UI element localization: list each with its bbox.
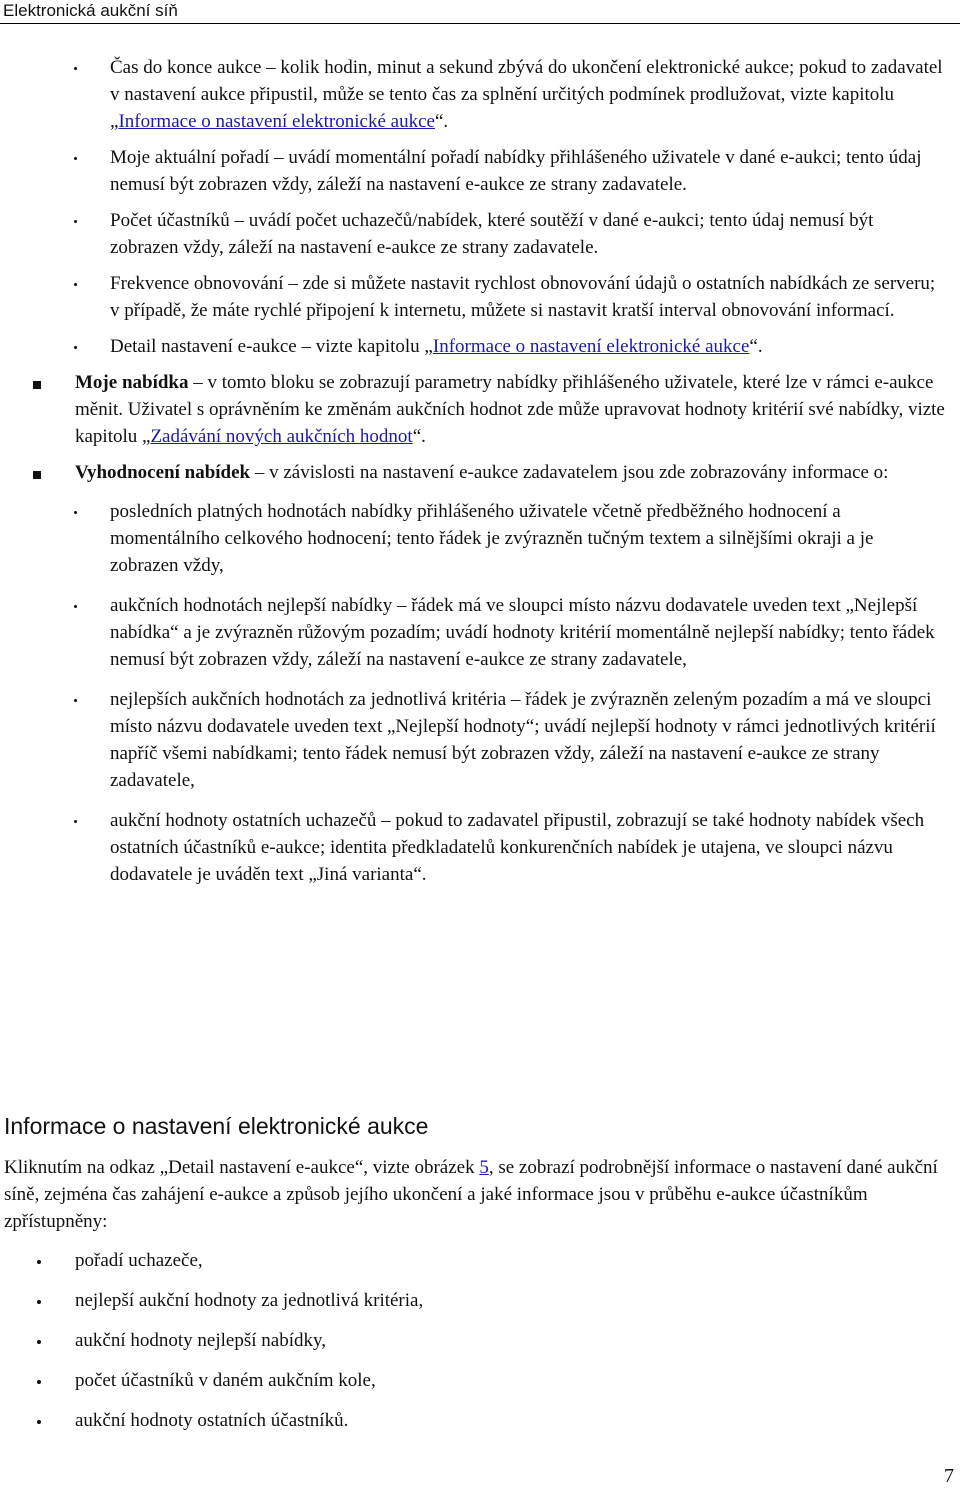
paragraph: Kliknutím na odkaz „Detail nastavení e-aukce“, vizte obrázek 5, se zobrazí podrobnější informace o nastavení dané aukční síně, zejména čas zahájení e-aukce a způsob jejího ukončení a jaké informace jsou v průběhu e-aukce účastníkům zpřístupněny: (4, 1157, 938, 1232)
list-item: Frekvence obnovování – zde si můžete nastavit rychlost obnovování údajů o ostatních nabídkách ze serveru; v případě, že máte rychlé připojení k internetu, můžete si nastavit kratší interval obnovování informací. (110, 270, 946, 324)
list-item: počet účastníků v daném aukčním kole, (75, 1367, 935, 1394)
page-number: 7 (944, 1465, 954, 1487)
main-content (0, 54, 960, 888)
list-item: aukční hodnoty nejlepší nabídky, (75, 1327, 935, 1354)
list-item: posledních platných hodnotách nabídky přihlášeného uživatele včetně předběžného hodnocení a momentálního celkového hodnocení; tento řádek je zvýrazněn tučným textem a silnějšími okraji a je zobrazen vždy, (110, 498, 946, 579)
section-vyhodnoceni: Vyhodnocení nabídek – v závislosti na nastavení e-aukce zadavatelem jsou zde zobrazovány informace o: (75, 459, 957, 486)
list-item: Čas do konce aukce – kolik hodin, minut a sekund zbývá do ukončení elektronické aukce; pokud to zadavatel v nastavení aukce připustil, může se tento čas za splnění určitých podmínek prodlužovat, vizte kapitolu „Informace o nastavení elektronické aukce“. (110, 54, 946, 135)
link-informace-nastaveni[interactable]: Informace o nastavení elektronické aukce (118, 111, 435, 132)
header-title: Elektronická aukční síň (3, 1, 178, 20)
running-header (0, 0, 960, 24)
link-zadavani-hodnot[interactable]: Zadávání nových aukčních hodnot (150, 426, 413, 447)
info-list (0, 1247, 960, 1447)
list-item: nejlepší aukční hodnoty za jednotlivá kritéria, (75, 1287, 935, 1314)
section-heading: Informace o nastavení elektronické aukce (4, 1113, 429, 1139)
list-item: nejlepších aukčních hodnotách za jednotlivá kritéria – řádek je zvýrazněn zeleným pozadím a má ve sloupci místo názvu dodavatele uveden text „Nejlepší hodnoty“; uvádí nejlepší hodnoty v rámci jednotlivých kritérií napříč všemi nabídkami; tento řádek nemusí být zobrazen vždy, záleží na nastavení e-aukce ze strany zadavatele, (110, 686, 946, 794)
list-item: aukční hodnoty ostatních uchazečů – pokud to zadavatel připustil, zobrazují se také hodnoty nabídek všech ostatních účastníků e-aukce; identita předkladatelů konkurenčních nabídek je utajena, ve sloupci názvu dodavatele je uváděn text „Jiná varianta“. (110, 807, 946, 888)
list-item: aukční hodnoty ostatních účastníků. (75, 1407, 935, 1434)
link-obrazek-5[interactable]: 5 (479, 1157, 489, 1178)
section-moje-nabidka: Moje nabídka – v tomto bloku se zobrazují parametry nabídky přihlášeného uživatele, které lze v rámci e-aukce měnit. Uživatel s oprávněním ke změnám aukčních hodnot zde může upravovat hodnoty kritérií své nabídky, vizte kapitolu „Zadávání nových aukčních hodnot“. (75, 369, 957, 450)
link-informace-nastaveni[interactable]: Informace o nastavení elektronické aukce (432, 336, 750, 357)
list-item: Moje aktuální pořadí – uvádí momentální pořadí nabídky přihlášeného uživatele v dané e-aukci; tento údaj nemusí být zobrazen vždy, záleží na nastavení e-aukce ze strany zadavatele. (110, 144, 946, 198)
list-item: pořadí uchazeče, (75, 1247, 935, 1274)
list-item: Detail nastavení e-aukce – vizte kapitolu „Informace o nastavení elektronické aukce“. (110, 333, 946, 360)
list-item: Počet účastníků – uvádí počet uchazečů/nabídek, které soutěží v dané e-aukci; tento údaj nemusí být zobrazen vždy, záleží na nastavení e-aukce ze strany zadavatele. (110, 207, 946, 261)
list-item: aukčních hodnotách nejlepší nabídky – řádek má ve sloupci místo názvu dodavatele uveden text „Nejlepší nabídka“ a je zvýrazněn růžovým pozadím; uvádí hodnoty kritérií momentálně nejlepší nabídky; tento řádek nemusí být zobrazen vždy, záleží na nastavení e-aukce ze strany zadavatele, (110, 592, 946, 673)
